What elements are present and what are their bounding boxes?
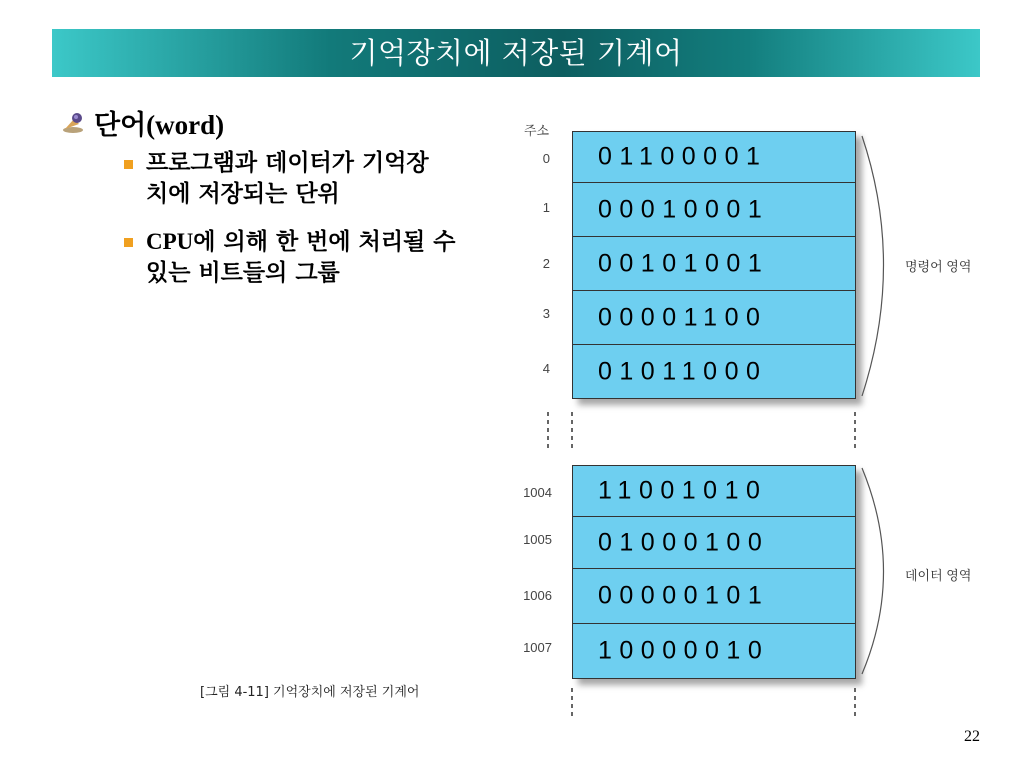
address-label: 0 <box>542 151 550 166</box>
data-area-label: 데이터 영역 <box>905 568 972 583</box>
address-label: 1004 <box>523 485 552 500</box>
address-label: 1 <box>542 200 550 215</box>
cell-bits: 00010001 <box>598 195 770 223</box>
cell-bits: 00001100 <box>598 303 768 331</box>
data-area-bracket <box>862 468 884 674</box>
address-label: 1007 <box>523 640 552 655</box>
sub-bullet-2-line2: 있는 비트들의 그룹 <box>146 260 340 286</box>
cell-bits: 01011000 <box>598 357 768 385</box>
cpu-text: CPU <box>146 229 194 254</box>
sub-bullet-1-line1: 프로그램과 데이터가 기억장 <box>146 150 429 176</box>
figure-caption: [그림 4-11] 기억장치에 저장된 기계어 <box>200 685 420 700</box>
main-bullet-english: (word) <box>146 109 225 140</box>
sub-bullet-2-line1-rest: 에 의해 한 번에 처리될 수 <box>193 229 456 255</box>
cell-bits: 01000100 <box>598 528 770 556</box>
instruction-area-label: 명령어 영역 <box>905 259 972 274</box>
address-label: 2 <box>542 256 550 271</box>
cell-bits: 11001010 <box>598 476 768 505</box>
address-header: 주소 <box>524 123 550 138</box>
address-label: 3 <box>542 306 550 321</box>
slide-title: 기억장치에 저장된 기계어 <box>349 36 683 70</box>
cell-bits: 00101001 <box>598 249 770 277</box>
main-bullet-korean: 단어 <box>94 109 147 141</box>
address-label: 1006 <box>523 588 552 603</box>
address-label: 1005 <box>523 532 552 547</box>
cell-bits: 01100001 <box>598 142 768 171</box>
sub-bullet-1-line2: 치에 저장되는 단위 <box>146 181 340 207</box>
instruction-area-bracket <box>862 136 884 396</box>
cell-bits: 00000101 <box>598 581 770 610</box>
address-label: 4 <box>542 361 550 376</box>
page-number: 22 <box>964 728 980 745</box>
cell-bits: 10000010 <box>598 636 770 665</box>
